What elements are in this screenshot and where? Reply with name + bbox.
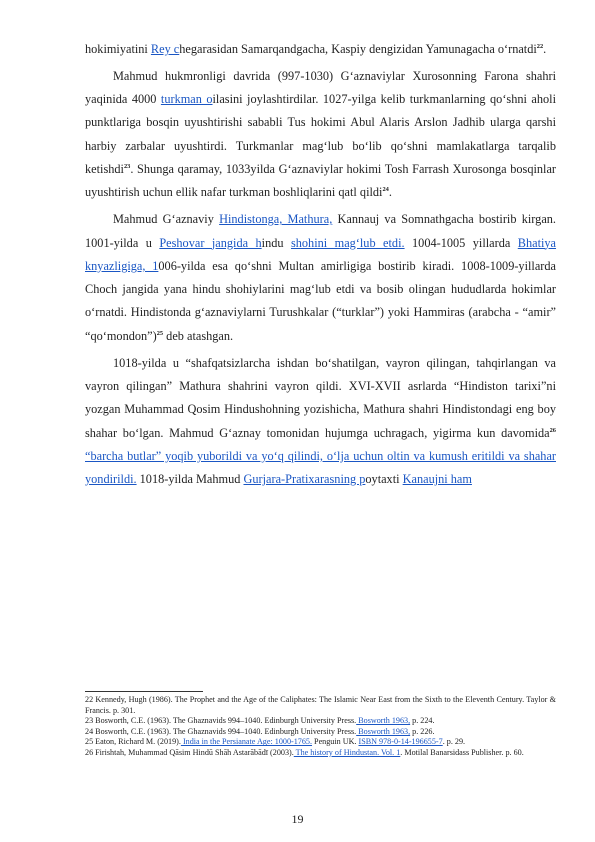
text: indu xyxy=(261,235,291,250)
footnote-25 xyxy=(85,737,556,748)
footnote-23 xyxy=(85,716,556,727)
text: 1004-1005 yillarda xyxy=(404,235,518,250)
text: 1018-yilda Mahmud xyxy=(136,472,244,487)
paragraph-mahmud-rule xyxy=(85,65,556,205)
text: 22 Kennedy, Hugh (1986). The Prophet and the Age of the Caliphates: The Islamic Near East from the Sixth to the Eleventh Century. Taylor & Francis. p. 301. xyxy=(85,695,556,715)
text: 25 Eaton, Richard M. (2019). xyxy=(85,737,181,747)
text: hegarasidan Samarqandgacha, Kaspiy dengizidan Yamunagacha o‘rnatdi xyxy=(179,42,537,56)
text: p. 226. xyxy=(410,726,435,736)
text: oytaxti xyxy=(365,472,403,487)
page-number: 19 xyxy=(291,812,304,826)
text: Mahmud hukmronligi davrida (997-1030) G‘aznaviylar Xurosonning Farona shahri yaqinida 4000 xyxy=(85,68,556,107)
text: p. 224. xyxy=(410,716,435,726)
text: . p. 29. xyxy=(442,737,466,747)
text: 23 Bosworth, C.E. (1963). The Ghaznavids 994–1040. Edinburgh University Press. xyxy=(85,716,357,726)
link-turkman[interactable]: turkman o xyxy=(160,92,213,107)
link-hindistonga[interactable]: Hindistonga, Mathura, xyxy=(219,212,333,227)
text: 26 Firishtah, Muhammad Qāsim Hindū Shāh Astarābādī (2003). xyxy=(85,747,294,757)
footnote-ref-26[interactable]: 26 xyxy=(549,426,556,434)
link-india-persianate[interactable]: India in the Persianate Age: 1000-1765. xyxy=(180,737,313,747)
link-history-hindustan[interactable]: The history of Hindustan. Vol. 1 xyxy=(293,747,401,757)
link-shohini[interactable]: shohini mag‘lub etdi. xyxy=(290,235,405,250)
link-barcha-butlar[interactable]: “barcha butlar” yoqib yuborildi va yo‘q qilindi, o‘lja uchun oltin va kumush eritildi va shahar yondirildi. xyxy=(85,448,556,487)
text: . Motilal Banarsidass Publisher. p. 60. xyxy=(400,747,524,757)
footnote-22 xyxy=(85,695,556,716)
text: Penguin UK. xyxy=(312,737,359,747)
text: . xyxy=(388,185,392,200)
paragraph-continuation xyxy=(85,38,556,61)
text: 24 Bosworth, C.E. (1963). The Ghaznavids 994–1040. Edinburgh University Press. xyxy=(85,726,357,736)
text: . Shunga qaramay, 1033yilda G‘aznaviylar hokimi Tosh Farrash Xurosonga bosqinlar uyushtirish uchun ellik nafar turkman boshliqlarini qatl qildi xyxy=(85,162,556,200)
footnote-ref-23[interactable]: 23 xyxy=(123,163,131,171)
link-peshovar[interactable]: Peshovar jangida h xyxy=(159,235,262,250)
link-gurjara[interactable]: Gurjara-Pratixarasning p xyxy=(243,472,366,487)
link-kanaujni[interactable]: Kanaujni ham xyxy=(402,472,472,487)
link-rey[interactable]: Rey c xyxy=(150,42,180,56)
text: deb atashgan. xyxy=(163,328,234,343)
link-bosworth-1963[interactable]: Bosworth 1963, xyxy=(356,726,411,736)
text: 1018-yilda u “shafqatsizlarcha ishdan bo‘shatilgan, vayron qilingan, tahqirlangan va vayron qilingan” Mathura shahrini vayron qildi. XVI-XVII asrlarda “Hindiston tarixi”ni yozgan Muhammad Qosim Hindushohning yozishicha, Mathura shahri Hindistondagi eng boy shahar bo‘lgan. Mahmud G‘aznay tomonidan hujumga uchragach, yigirma kun davomida xyxy=(85,355,556,440)
footnotes xyxy=(85,695,556,759)
link-bhatiya[interactable]: Bhatiya knyazligiga, 1 xyxy=(85,235,557,273)
text: ilasini joylashtirdilar. 1027-yilga kelib turkmanlarning qo‘shni aholi punktlariga bosqin uyushtirishi sababli Tus hokimi Abul Alaris Arslon Jadhib ularga qarshi harbiy zarbalar uyushtirdi. Turkmanlar mag‘lub bo‘lib qo‘shni mamlakatlarga tarqalib ketishdi xyxy=(85,92,556,177)
link-bosworth-1963[interactable]: Bosworth 1963, xyxy=(356,716,411,726)
text: Kannauj va Somnathgacha bostirib kirgan. 1001-yilda u xyxy=(85,212,557,250)
text: 006-yilda esa qo‘shni Multan amirligiga bostirib kiradi. 1008-1009-yillarda Choch jangida yana hindu shohiylarini mag‘lub etdi va bosib olingan hududlarda hokimlar o‘rnatdi. Hindistonda g‘aznaviylarni Turushkalar (“turklar”) yoki Hammiras (arabcha - “amir” “qo‘mondon”) xyxy=(85,258,556,343)
text: hokimiyatini xyxy=(85,42,151,56)
footnote-24 xyxy=(85,727,556,738)
footnote-separator xyxy=(85,691,203,692)
footnote-ref-22[interactable]: 22 xyxy=(536,43,544,50)
footnote-ref-25[interactable]: 25 xyxy=(156,329,164,337)
footnote-26 xyxy=(85,748,556,759)
text: . xyxy=(543,42,547,56)
paragraph-mathura xyxy=(85,352,556,492)
paragraph-india-campaigns xyxy=(85,208,556,348)
link-isbn[interactable]: ISBN 978-0-14-196655-7 xyxy=(358,737,443,747)
footnote-ref-24[interactable]: 24 xyxy=(382,186,389,194)
text: Mahmud G‘aznaviy xyxy=(113,212,220,227)
body-text xyxy=(85,38,556,491)
